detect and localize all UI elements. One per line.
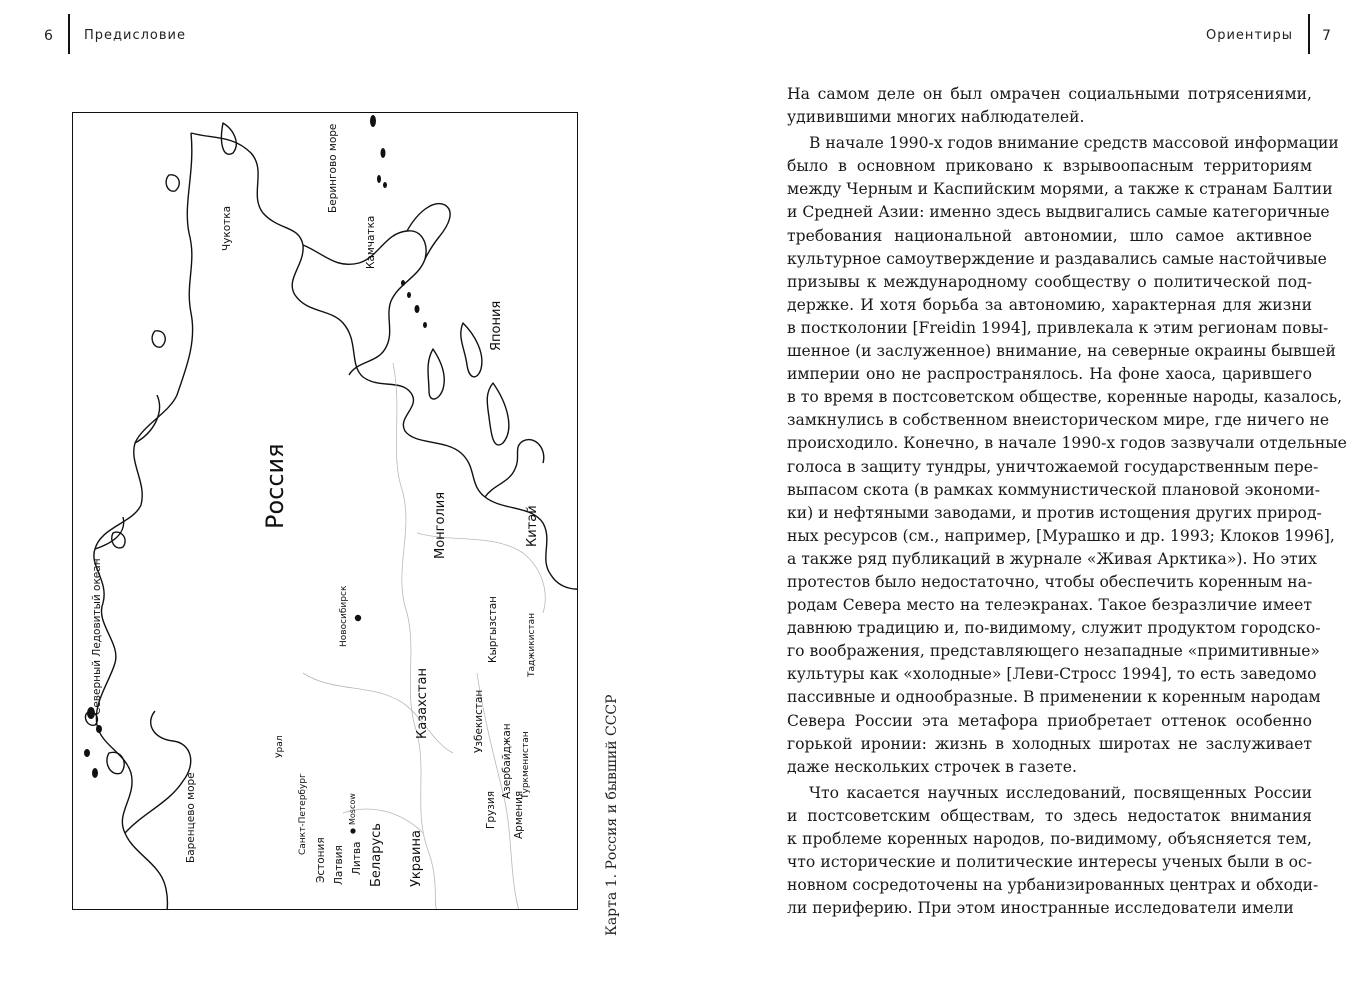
text-line: держке. И хотя борьба за автономию, характерная для жизни bbox=[787, 295, 1312, 314]
map-figure bbox=[72, 112, 578, 910]
header-rule-right bbox=[1308, 14, 1310, 54]
text-line: требования национальной автономии, шло самое активное bbox=[787, 226, 1312, 245]
text-line: пассивные и однообразные. В применении к коренным народам bbox=[787, 688, 1321, 707]
map-label-latvia: Латвия bbox=[333, 845, 345, 885]
text-line: империи оно не распространялось. На фоне хаоса, царившего bbox=[787, 365, 1312, 384]
text-line: призывы к международному сообществу о политической под- bbox=[787, 272, 1312, 291]
text-line: удивившими многих наблюдателей. bbox=[787, 108, 1085, 127]
text-line: даже нескольких строчек в газете. bbox=[787, 757, 1077, 776]
text-line: Что касается научных исследований, посвященных России bbox=[809, 783, 1312, 802]
map-label-bering-sea: Берингово море bbox=[327, 123, 339, 213]
text-line: ли периферию. При этом иностранные исследователи имели bbox=[787, 899, 1294, 918]
text-line: На самом деле он был омрачен социальными потрясениями, bbox=[787, 85, 1312, 103]
text-line: родам Севера место на телеэкранах. Такое безразличие имеет bbox=[787, 596, 1312, 615]
map-caption: Карта 1. Россия и бывший СССР bbox=[604, 694, 620, 936]
text-line: В начале 1990-х годов внимание средств массовой информации bbox=[809, 134, 1339, 153]
text-line: го воображения, представляющего незападные «примитивные» bbox=[787, 642, 1320, 661]
text-line: культурное самоутверждение и раздавались самые настойчивые bbox=[787, 249, 1327, 268]
pacific-coastline bbox=[191, 133, 578, 589]
text-line: в постколонии [Freidin 1994], привлекала к этим регионам повы- bbox=[787, 318, 1329, 337]
text-line: что исторические и политические интересы ученых были в ос- bbox=[787, 853, 1312, 872]
map-label-northern-ocean: Северный Ледовитый океан bbox=[91, 558, 103, 715]
running-head-left: Предисловие bbox=[84, 28, 186, 43]
text-line: ных ресурсов (см., например, [Мурашко и др. 1993; Клоков 1996], bbox=[787, 526, 1335, 545]
map-label-ukraine: Украина bbox=[409, 830, 424, 887]
map-label-mongolia: Монголия bbox=[433, 491, 448, 559]
text-line: горькой иронии: жизнь в холодных широтах не заслуживает bbox=[787, 734, 1312, 753]
map-label-tajikistan: Таджикистан bbox=[527, 612, 537, 677]
page-number-left: 6 bbox=[44, 28, 53, 44]
kola-coast bbox=[125, 711, 191, 833]
map-label-barents-sea: Баренцево море bbox=[185, 772, 197, 863]
text-line: замкнулись в собственном внеисторическом мире, где ничего не bbox=[787, 411, 1330, 430]
text-line: а также ряд публикаций в журнале «Живая Арктика»). Но этих bbox=[787, 549, 1317, 568]
map-label-russia: Россия bbox=[261, 443, 289, 529]
paragraph bbox=[787, 132, 1347, 779]
map-label-armenia: Армения bbox=[513, 790, 525, 839]
text-line: протестов было недостаточно, чтобы обеспечить коренным на- bbox=[787, 572, 1313, 591]
text-line: было в основном приковано к взрывоопасным территориям bbox=[787, 157, 1312, 176]
text-line: выпасом скота (в рамках коммунистической плановой экономи- bbox=[787, 480, 1321, 499]
text-line: происходило. Конечно, в начале 1990-х годов зазвучали отдельные bbox=[787, 434, 1347, 453]
text-line: и Средней Азии: именно здесь выдвигались самые категоричные bbox=[787, 203, 1330, 222]
map-label-moscow: Moscow bbox=[348, 793, 357, 825]
map-label-kyrgyzstan: Кыргызстан bbox=[487, 596, 499, 663]
body-text bbox=[787, 83, 1347, 920]
running-head-right: Ориентиры bbox=[1206, 28, 1293, 43]
text-line: голоса в защиту тундры, уничтожаемой государственным пере- bbox=[787, 457, 1319, 476]
arctic-coastline bbox=[94, 133, 193, 910]
map-label-lithuania: Литва bbox=[351, 841, 363, 875]
text-line: шенное (и заслуженное) внимание, на северные окраины бывшей bbox=[787, 342, 1336, 361]
paragraph bbox=[787, 83, 1312, 129]
map-label-kazakhstan: Казахстан bbox=[415, 668, 430, 739]
arctic-islands bbox=[85, 123, 236, 774]
text-line: и постсоветским обществам, то здесь недостаток внимания bbox=[787, 806, 1312, 825]
map-label-novosibirsk: Новосибирск bbox=[339, 585, 349, 647]
text-line: к проблеме коренных народов, по-видимому, объясняется тем, bbox=[787, 830, 1312, 848]
map-label-japan: Япония bbox=[489, 300, 504, 351]
header-rule-left bbox=[68, 14, 70, 54]
map-label-estonia: Эстония bbox=[315, 837, 327, 883]
map-label-china: Китай bbox=[525, 505, 540, 547]
text-line: Севера России эта метафора приобретает оттенок особенно bbox=[787, 711, 1312, 730]
text-line: давнюю традицию и, по-видимому, служит продуктом городско- bbox=[787, 619, 1321, 638]
map-label-st-petersburg: Санкт-Петербург bbox=[298, 773, 308, 855]
paragraph bbox=[787, 782, 1319, 921]
sakhalin-island bbox=[428, 349, 444, 399]
text-line: в то время в постсоветском обществе, коренные народы, казалось, bbox=[787, 388, 1343, 407]
novosibirsk-dot bbox=[355, 615, 361, 621]
map-label-chukotka: Чукотка bbox=[221, 205, 233, 251]
map-label-uzbekistan: Узбекистан bbox=[473, 689, 485, 753]
text-line: между Черным и Каспийским морями, а также к странам Балтии bbox=[787, 180, 1333, 199]
bering-islands bbox=[84, 115, 427, 778]
text-line: ки) и нефтяными заводами, и против истощения других природ- bbox=[787, 503, 1322, 522]
right-page bbox=[684, 0, 1367, 1005]
map-label-turkmenistan: Туркменистан bbox=[521, 731, 531, 799]
text-line: новном сосредоточены на урбанизированных центрах и обходи- bbox=[787, 876, 1319, 895]
northern-peninsula bbox=[95, 395, 160, 549]
map-label-ural: Урал bbox=[275, 735, 285, 758]
map-label-belarus: Беларусь bbox=[369, 823, 384, 887]
text-line: культуры как «холодные» [Леви-Стросс 1994], то есть заведомо bbox=[787, 665, 1317, 684]
page-number-right: 7 bbox=[1322, 28, 1331, 44]
map-label-kamchatka: Камчатка bbox=[365, 215, 377, 269]
map-label-georgia: Грузия bbox=[485, 790, 497, 829]
moscow-dot bbox=[350, 828, 355, 833]
map-label-azerbaijan: Азербайджан bbox=[501, 723, 513, 799]
korea-coast bbox=[485, 440, 544, 497]
